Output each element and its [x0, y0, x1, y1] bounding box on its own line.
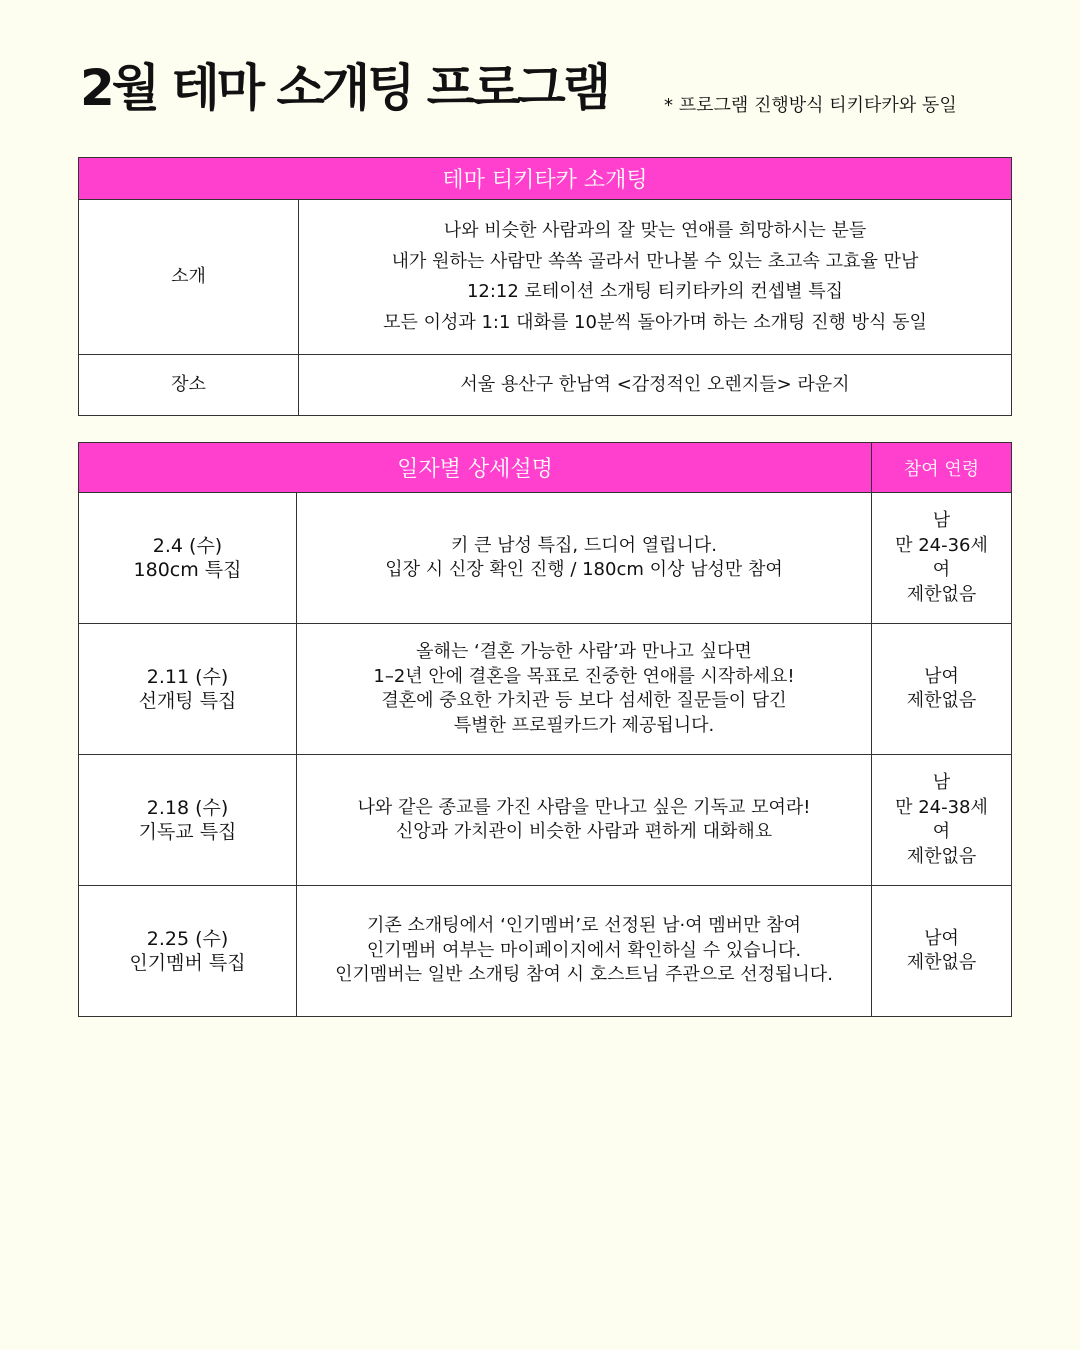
theme: 180cm 특집 — [133, 559, 242, 581]
description-cell — [297, 624, 872, 755]
description-cell — [297, 755, 872, 886]
intro-line: 모든 이성과 1:1 대화를 10분씩 돌아가며 하는 소개팅 진행 방식 동일 — [383, 311, 927, 333]
age-line: 여 — [932, 821, 951, 842]
table-row — [79, 886, 1012, 1017]
overview-title: 테마 티키타카 소개팅 — [79, 158, 1012, 200]
description-line: 인기멤버 여부는 마이페이지에서 확인하실 수 있습니다. — [366, 939, 802, 961]
description-line: 결혼에 중요한 가치관 등 보다 섬세한 질문들이 담긴 — [381, 690, 787, 711]
description-cell — [297, 493, 872, 624]
description-line: 키 큰 남성 특집, 드디어 열립니다. — [450, 534, 718, 556]
page-title: 2월 테마 소개팅 프로그램 — [80, 59, 609, 117]
date: 2.11 (수) — [146, 665, 229, 688]
intro-row — [79, 200, 1012, 355]
overview-table — [78, 157, 1012, 416]
description-line: 기존 소개팅에서 ‘인기멤버’로 선정된 남·여 멤버만 참여 — [366, 915, 802, 937]
description-line: 올해는 ‘결혼 가능한 사람’과 만나고 싶다면 — [416, 641, 752, 662]
table-row — [79, 624, 1012, 755]
description-line: 1–2년 안에 결혼을 목표로 진중한 연애를 시작하세요! — [373, 665, 795, 687]
age-cell — [872, 624, 1012, 755]
place-label: 장소 — [79, 355, 299, 416]
age-line: 제한없음 — [906, 690, 977, 711]
age-line: 제한없음 — [906, 952, 977, 973]
date-cell — [79, 755, 297, 886]
place-value: 서울 용산구 한남역 <감정적인 오렌지들> 라운지 — [299, 355, 1012, 416]
description-line: 특별한 프로필카드가 제공됩니다. — [453, 714, 715, 736]
description-line: 나와 같은 종교를 가진 사람을 만나고 싶은 기독교 모여라! — [357, 796, 811, 818]
age-cell — [872, 755, 1012, 886]
intro-line: 나와 비슷한 사람과의 잘 맞는 연애를 희망하시는 분들 — [443, 220, 867, 241]
date: 2.4 (수) — [152, 534, 223, 557]
schedule-table — [78, 442, 1012, 1017]
age-line: 만 24-36세 — [895, 534, 988, 556]
age-line: 남여 — [924, 927, 959, 949]
date-cell — [79, 493, 297, 624]
age-line: 제한없음 — [906, 583, 977, 605]
description-line: 인기멤버는 일반 소개팅 참여 시 호스트님 주관으로 선정됩니다. — [335, 964, 833, 986]
date-cell — [79, 624, 297, 755]
description-line: 신앙과 가치관이 비슷한 사람과 편하게 대화해요 — [395, 821, 773, 842]
theme: 인기멤버 특집 — [129, 952, 246, 974]
theme: 기독교 특집 — [138, 821, 237, 843]
program-note: * 프로그램 진행방식 티키타카와 동일 — [664, 95, 957, 116]
table-row — [79, 493, 1012, 624]
date: 2.25 (수) — [146, 927, 229, 950]
date: 2.18 (수) — [146, 796, 229, 819]
intro-text — [299, 200, 1012, 355]
intro-label: 소개 — [79, 200, 299, 355]
age-line: 만 24-38세 — [895, 796, 988, 818]
age-line: 남여 — [924, 665, 959, 687]
age-line: 제한없음 — [906, 845, 977, 867]
intro-line: 12:12 로테이션 소개팅 티키타카의 컨셉별 특집 — [466, 281, 844, 302]
theme: 선개팅 특집 — [138, 690, 237, 712]
intro-line: 내가 원하는 사람만 쏙쏙 골라서 만나볼 수 있는 초고속 고효율 만남 — [391, 250, 919, 272]
description-line: 입장 시 신장 확인 진행 / 180cm 이상 남성만 참여 — [385, 559, 783, 580]
age-line: 남 — [932, 510, 951, 531]
age-line: 여 — [932, 559, 951, 580]
description-cell — [297, 886, 872, 1017]
age-line: 남 — [932, 772, 951, 793]
date-cell — [79, 886, 297, 1017]
age-cell — [872, 493, 1012, 624]
schedule-detail-header: 일자별 상세설명 — [79, 443, 872, 493]
place-row — [79, 355, 1012, 416]
table-row — [79, 755, 1012, 886]
age-cell — [872, 886, 1012, 1017]
schedule-age-header: 참여 연령 — [872, 443, 1012, 493]
